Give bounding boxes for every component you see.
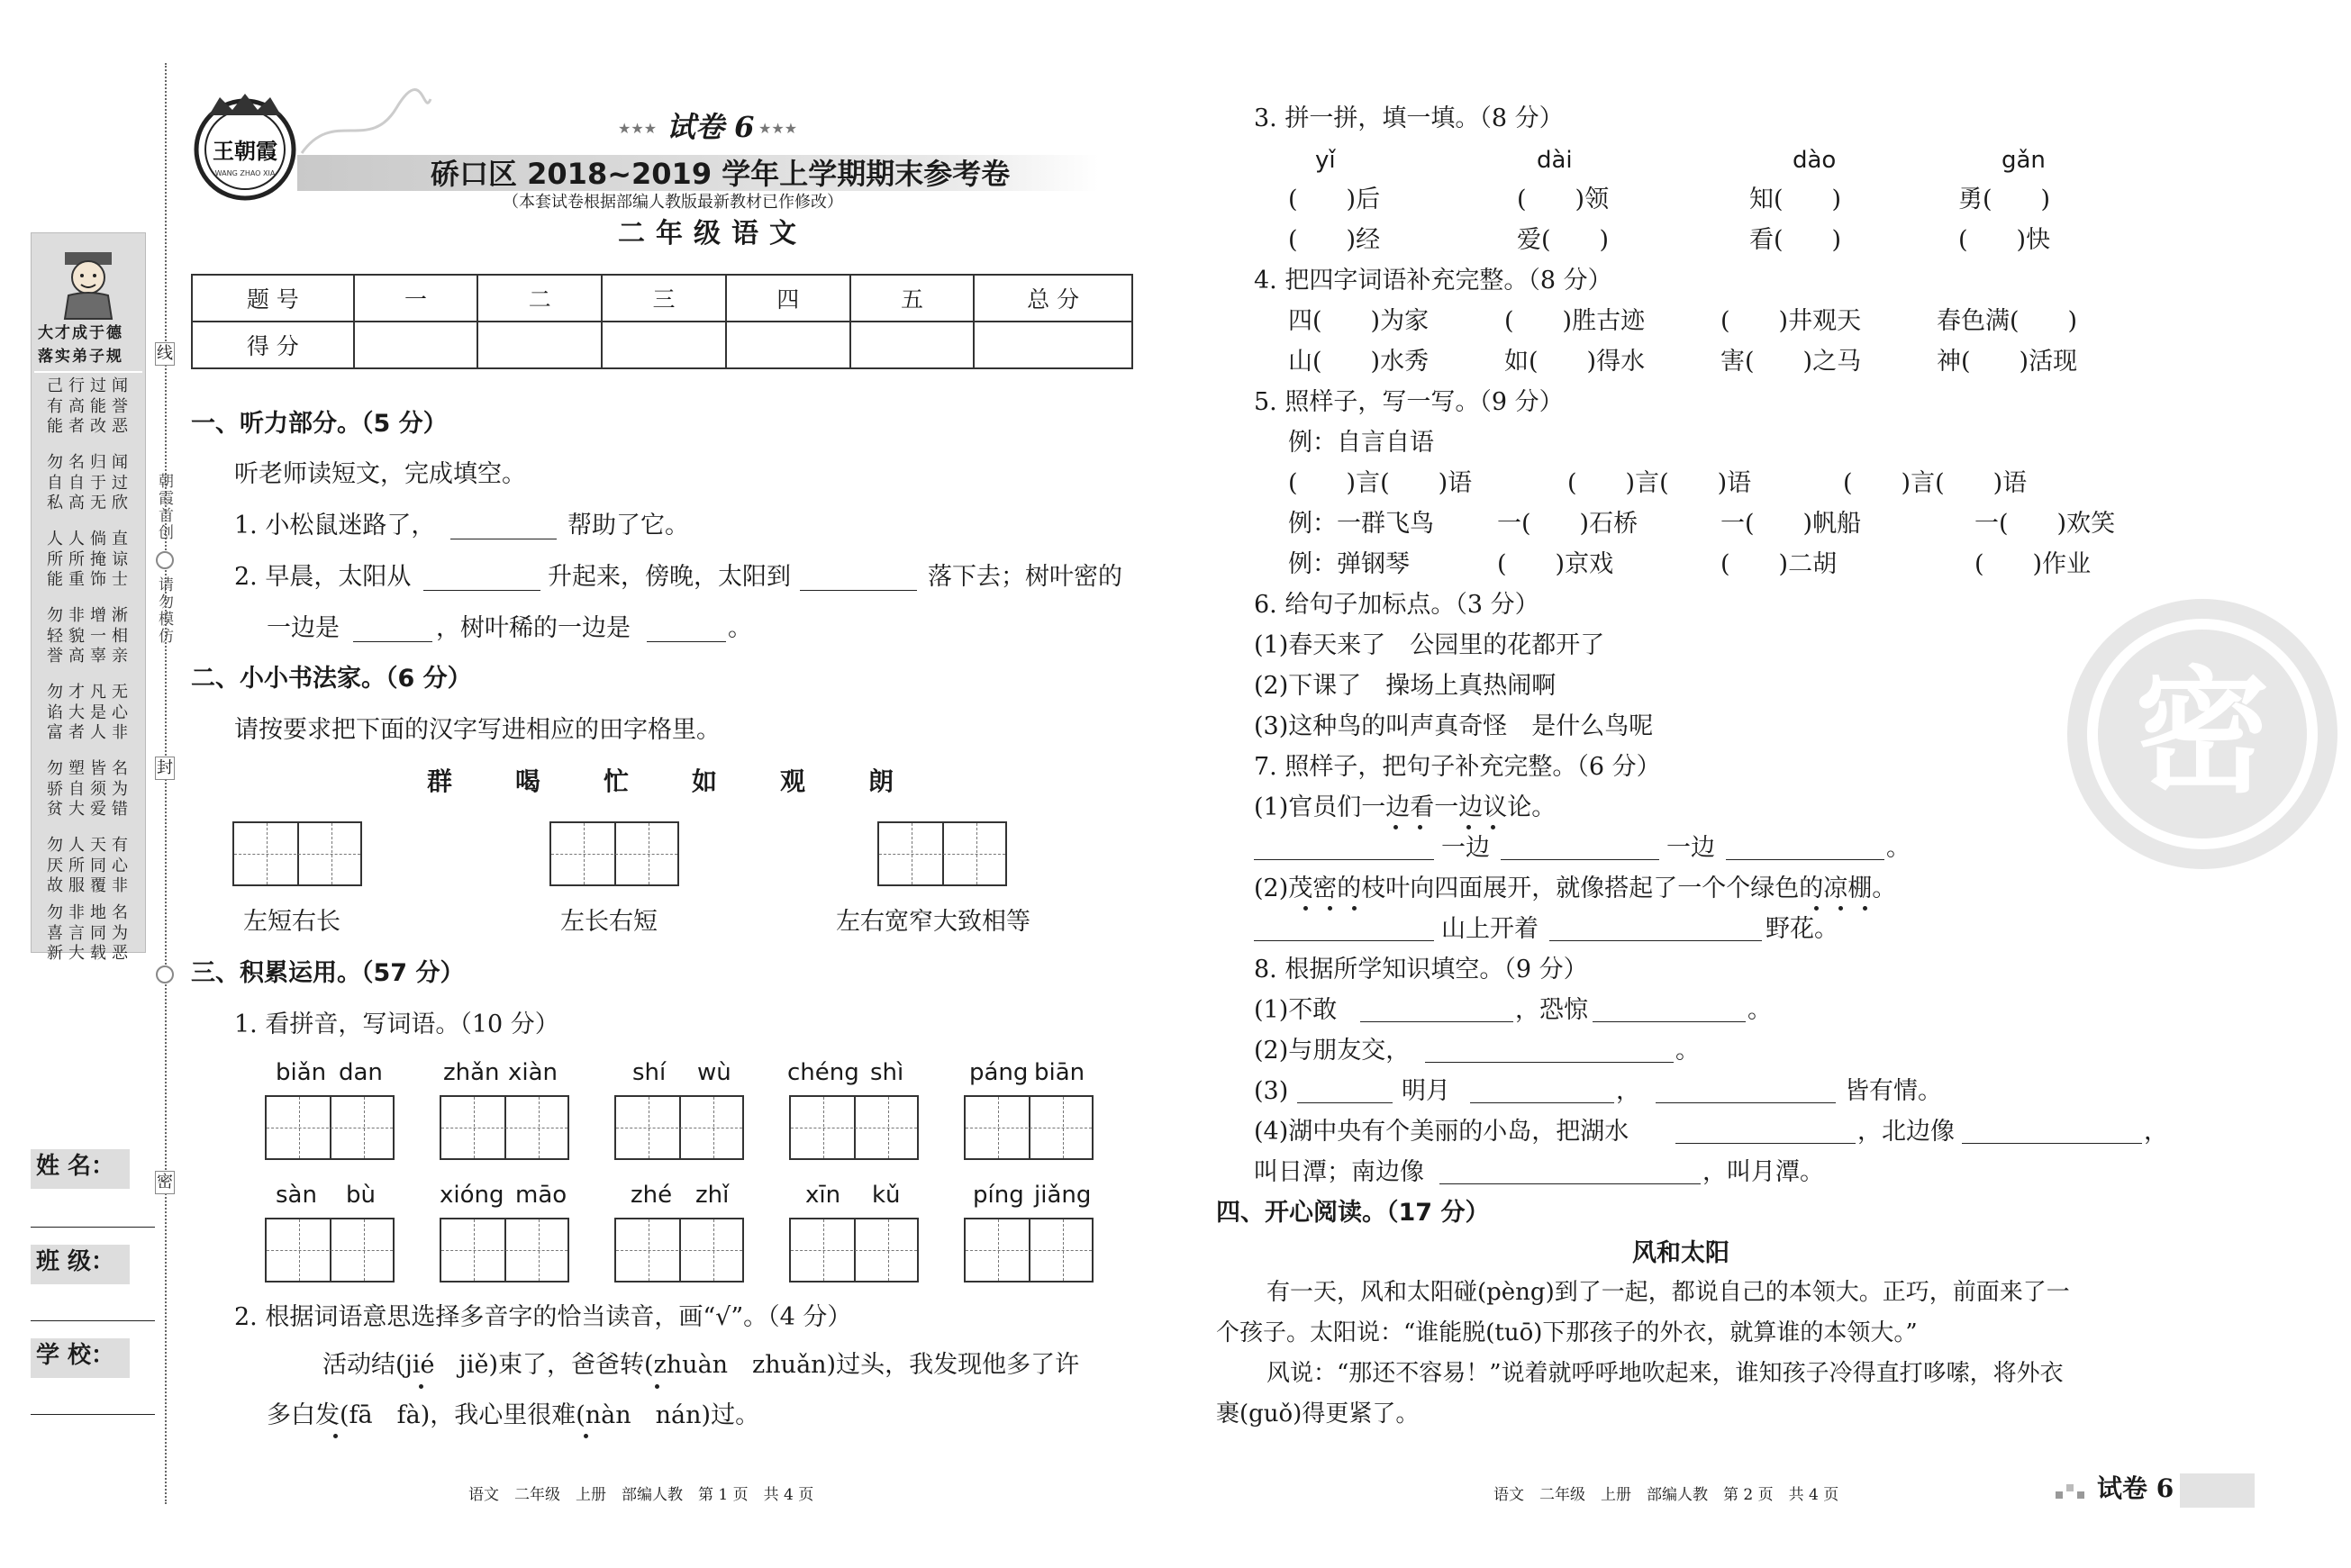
score-row-label: 得 分 [192, 322, 354, 368]
story-line: 有一天，风和太阳碰(pèng)到了一起，都说自己的本领大。正巧，前面来了一 [1266, 1279, 2070, 1306]
q3-item: 爱( ) [1517, 226, 1610, 254]
q8-text: 皆有情。 [1845, 1077, 1942, 1105]
motto-bottom: 落实弟子规 [38, 348, 123, 366]
emphasis-dot [584, 1434, 588, 1438]
q5-item: ( )二胡 [1720, 550, 1838, 578]
q8-text: ，叫月潭。 [1702, 1158, 1824, 1186]
pinyin-syllable: dan [339, 1059, 383, 1086]
part1-q2e: ，树叶稀的一边是 [436, 614, 631, 642]
q8-text: 。 [1747, 996, 1772, 1024]
q6-item: (2)下课了 操场上真热闹啊 [1254, 672, 1557, 700]
pinyin-syllable: chéng [787, 1059, 859, 1086]
part3-q1: 1. 看拼音，写词语。（10 分） [234, 1011, 559, 1038]
corner-label: 试卷 6 [2097, 1473, 2174, 1503]
part3-heading: 三、积累运用。（57 分） [191, 959, 465, 987]
part1-heading: 一、听力部分。（5 分） [191, 410, 448, 438]
q5-item: ( )言( )语 [1288, 469, 1473, 497]
q3-item: ( )快 [1958, 226, 2051, 254]
score-header: 题 号 [192, 275, 354, 322]
pinyin-syllable: páng [969, 1059, 1029, 1086]
motto-block: 勿名归闻 自自于过 私高无欣 [47, 453, 133, 512]
score-header: 五 [850, 275, 975, 322]
pinyin-syllable: píng [973, 1182, 1024, 1209]
pinyin-syllable: dài [1537, 147, 1573, 174]
grade-subject: 二年级语文 [618, 218, 807, 249]
q7-title: 7. 照样子，把句子补充完整。（6 分） [1254, 753, 1661, 781]
part3-q2-line2: 多白发(fā fà)，我心里很难(nàn nán)过。 [267, 1401, 760, 1429]
school-label: 学 校： [36, 1342, 115, 1369]
q5-item: ( )言( )语 [1843, 469, 2028, 497]
part1-q2c: 落下去；树叶密的 [928, 563, 1122, 591]
part1-q1b: 帮助了它。 [567, 512, 689, 539]
tianzige-grid[interactable] [964, 1218, 1094, 1282]
q7-example-2: (2)茂密的枝叶向四面展开，就像搭起了一个个绿色的凉棚。 [1254, 875, 1897, 902]
q6-title: 6. 给句子加标点。（3 分） [1254, 591, 1539, 619]
q8-text: (3) [1254, 1077, 1289, 1105]
calligraphy-char: 如 [692, 766, 718, 796]
confidential-seal [2054, 585, 2271, 874]
pinyin-syllable: xióng [440, 1182, 504, 1209]
q8-text: (1)不敢 [1254, 996, 1338, 1024]
class-label: 班 级： [36, 1248, 115, 1275]
calligraphy-char: 群 [427, 766, 453, 796]
q3-item: ( )领 [1517, 186, 1610, 213]
part1-intro: 听老师读短文，完成填空。 [234, 460, 526, 488]
q8-text: ， [2144, 1118, 2168, 1146]
q7-fill: 。 [1886, 834, 1911, 862]
calligraphy-char: 观 [780, 766, 806, 796]
q5-example: 例：一群飞鸟 [1288, 510, 1434, 538]
blank-field[interactable] [1656, 1102, 1836, 1103]
q3-item: ( )后 [1288, 186, 1381, 213]
q7-fill: 一边 [1441, 834, 1490, 862]
q3-title: 3. 拼一拼，填一填。（8 分） [1254, 104, 1564, 132]
binding-hole-2 [156, 965, 174, 983]
score-header: 三 [602, 275, 726, 322]
binding-mark-2: 封 [155, 757, 175, 780]
q8-text: 明月 [1402, 1077, 1450, 1105]
part2-intro: 请按要求把下面的汉字写进相应的田字格里。 [234, 716, 721, 744]
emphasis-dot [1352, 906, 1357, 911]
q7-fill: 一边 [1666, 834, 1715, 862]
emphasis-dot [1814, 906, 1819, 911]
q8-text: ，恐惊 [1515, 996, 1588, 1024]
blank-field[interactable] [1439, 1183, 1701, 1184]
calligraphy-caption: 左右宽窄大致相等 [836, 908, 1030, 936]
corner-bar [2180, 1473, 2255, 1508]
pinyin-syllable: kǔ [872, 1182, 901, 1209]
part4-heading: 四、开心阅读。（17 分） [1216, 1199, 1490, 1227]
corner-pattern [2054, 1477, 2090, 1504]
q8-text: (2)与朋友交， [1254, 1037, 1411, 1065]
q5-item: 一( )欢笑 [1974, 510, 2116, 538]
name-label: 姓 名： [36, 1153, 115, 1180]
calligraphy-char: 喝 [515, 766, 541, 796]
motto-block: 勿才凡无 谄大是心 富者人非 [47, 683, 133, 742]
pinyin-syllable: biǎn [276, 1059, 327, 1086]
tianzige-grid[interactable] [232, 821, 362, 886]
blank-field[interactable] [1297, 1102, 1393, 1103]
calligraphy-caption: 左长右短 [560, 908, 658, 936]
blank-field[interactable] [1425, 1062, 1674, 1063]
binding-mark-3: 密 [155, 1171, 175, 1194]
class-field[interactable] [31, 1320, 155, 1321]
blank-field[interactable] [1360, 1021, 1513, 1022]
blank-field[interactable] [1254, 859, 1434, 860]
q5-item: ( )京戏 [1497, 550, 1614, 578]
motto-block: 勿非地名 喜言同为 新大载恶 [47, 903, 133, 963]
motto-top: 大才成于德 [38, 324, 123, 342]
part1-q2a: 2. 早晨，太阳从 [234, 563, 412, 591]
binding-mark-1: 线 [155, 342, 175, 366]
calligraphy-char: 朗 [868, 766, 894, 796]
score-header: 二 [477, 275, 602, 322]
svg-text:WANG ZHAO XIA: WANG ZHAO XIA [214, 169, 276, 177]
blank-field[interactable] [1549, 940, 1762, 941]
q8-text: 叫日潭；南边像 [1254, 1158, 1424, 1186]
name-field[interactable] [31, 1227, 155, 1228]
part3-q2-line1: 活动结(jié jiě)束了，爸爸转(zhuàn zhuǎn)过头，我发现他多了许 [322, 1351, 1080, 1379]
blank-field[interactable] [1470, 1102, 1614, 1103]
blank-field[interactable] [1254, 940, 1434, 941]
part1-q2b: 升起来，傍晚，太阳到 [548, 563, 791, 591]
q7-fill: 山上开着 [1441, 915, 1539, 943]
tianzige-grid[interactable] [440, 1218, 569, 1282]
tianzige-grid[interactable] [877, 821, 1007, 886]
exam-label: 试卷 6 [667, 110, 755, 144]
q4-item: ( )胜古迹 [1504, 307, 1646, 335]
score-table [191, 274, 1133, 369]
blank-field[interactable] [1726, 859, 1884, 860]
pinyin-syllable: zhǐ [695, 1182, 730, 1209]
pinyin-syllable: biān [1034, 1059, 1085, 1086]
part2-heading: 二、小小书法家。（6 分） [191, 665, 472, 693]
calligraphy-caption: 左短右长 [243, 908, 340, 936]
tianzige-grid[interactable] [614, 1218, 744, 1282]
emphasis-dot [1328, 906, 1332, 911]
q4-item: ( )井观天 [1720, 307, 1862, 335]
exam-subtitle: （本套试卷根据部编人教版最新教材已作修改） [503, 193, 843, 212]
pinyin-syllable: shí [632, 1059, 667, 1086]
emphasis-dot [1303, 906, 1308, 911]
q5-item: 一( )帆船 [1720, 510, 1862, 538]
pinyin-syllable: bù [346, 1182, 376, 1209]
blank-field[interactable] [353, 641, 432, 642]
emphasis-dot [1491, 825, 1495, 829]
q5-title: 5. 照样子，写一写。（9 分） [1254, 388, 1564, 416]
motto-block: 己行过闻 有高能誉 能者改恶 [47, 376, 133, 436]
binding-note: 请勿模仿 [155, 576, 173, 645]
q5-item: 一( )石桥 [1497, 510, 1638, 538]
q8-title: 8. 根据所学知识填空。（9 分） [1254, 956, 1588, 983]
motto-panel-divider [34, 371, 142, 373]
motto-block: 勿非增淅 轻貌一相 誉高辜亲 [47, 606, 133, 666]
pinyin-syllable: dào [1793, 147, 1837, 174]
q5-example: 例：弹钢琴 [1288, 550, 1410, 578]
blank-field[interactable] [423, 590, 540, 591]
emphasis-dot [655, 1384, 659, 1389]
footer-left: 语文 二年级 上册 部编人教 第 1 页 共 4 页 [468, 1486, 814, 1504]
pinyin-syllable: xiàn [508, 1059, 558, 1086]
pinyin-syllable: yǐ [1315, 147, 1336, 174]
blank-field[interactable] [1501, 859, 1659, 860]
binding-hole-1 [156, 551, 174, 569]
q3-item: 勇( ) [1958, 186, 2051, 213]
story-line: 裹(guǒ)得更紧了。 [1216, 1400, 1420, 1428]
stars-right: ★★★ [758, 120, 798, 137]
tianzige-grid[interactable] [265, 1095, 395, 1160]
pinyin-syllable: wù [697, 1059, 731, 1086]
emphasis-dot [333, 1434, 338, 1438]
q5-item: ( )言( )语 [1567, 469, 1752, 497]
blank-field[interactable] [1962, 1143, 2142, 1144]
blank-field[interactable] [1675, 1143, 1856, 1144]
tianzige-grid[interactable] [265, 1218, 395, 1282]
q6-item: (1)春天来了 公园里的花都开了 [1254, 631, 1605, 659]
emphasis-dot [1838, 906, 1843, 911]
tianzige-grid[interactable] [614, 1095, 744, 1160]
emphasis-dot [1393, 825, 1398, 829]
blank-field[interactable] [800, 590, 917, 591]
q7-fill: 野花。 [1766, 915, 1838, 943]
calligraphy-char: 忙 [604, 766, 630, 796]
ribbon-swirl [297, 90, 432, 162]
part1-q2f: 。 [728, 614, 752, 642]
part1-q2d: 一边是 [267, 614, 340, 642]
q3-item: ( )经 [1288, 226, 1381, 254]
blank-field[interactable] [647, 641, 726, 642]
q6-item: (3)这种鸟的叫声真奇怪 是什么鸟呢 [1254, 712, 1654, 740]
motto-block: 人人倘直 所所掩谅 能重饰士 [47, 530, 133, 589]
q4-item: 害( )之马 [1720, 348, 1862, 376]
q5-example: 例：自言自语 [1288, 429, 1434, 457]
pinyin-syllable: zhé [631, 1182, 673, 1209]
pinyin-syllable: gǎn [2002, 147, 2046, 174]
binding-note-brand: 朝霞首创 [155, 473, 173, 541]
score-header: 总 分 [974, 275, 1132, 322]
pinyin-syllable: māo [515, 1182, 567, 1209]
q3-item: 看( ) [1749, 226, 1842, 254]
score-cell[interactable] [602, 322, 726, 368]
score-cell[interactable] [354, 322, 478, 368]
q4-title: 4. 把四字词语补充完整。（8 分） [1254, 267, 1612, 295]
blank-field[interactable] [1593, 1021, 1746, 1022]
q8-text: ， [1616, 1077, 1640, 1105]
story-title: 风和太阳 [1632, 1239, 1729, 1267]
q8-text: (4)湖中央有个美丽的小岛，把湖水 [1254, 1118, 1629, 1146]
q4-item: 四( )为家 [1288, 307, 1430, 335]
exam-title: 硚口区 2018~2019 学年上学期期末参考卷 [431, 157, 1011, 191]
emphasis-dot [1863, 906, 1867, 911]
score-cell[interactable] [726, 322, 850, 368]
score-header: 一 [354, 275, 478, 322]
tianzige-grid[interactable] [789, 1095, 919, 1160]
tianzige-grid[interactable] [440, 1095, 569, 1160]
pinyin-syllable: xīn [805, 1182, 841, 1209]
motto-block: 勿人天有 厌所同心 故服覆非 [47, 836, 133, 895]
footer-right: 语文 二年级 上册 部编人教 第 2 页 共 4 页 [1493, 1486, 1839, 1504]
q4-item: 春色满( ) [1937, 307, 2078, 335]
story-line: 个孩子。太阳说：“谁能脱(tuō)下那孩子的外衣，就算谁的本领大。” [1216, 1319, 1918, 1346]
svg-text:密: 密 [2134, 655, 2271, 811]
score-header: 四 [726, 275, 850, 322]
emphasis-dot [419, 1384, 423, 1389]
emphasis-dot [1418, 825, 1422, 829]
brand-logo [189, 90, 302, 203]
pinyin-syllable: sàn [276, 1182, 317, 1209]
q5-item: ( )作业 [1974, 550, 2092, 578]
part3-q2: 2. 根据词语意思选择多音字的恰当读音，画“√”。（4 分） [234, 1303, 852, 1331]
motto-block: 勿塑皆名 骄自须为 贫大爱错 [47, 759, 133, 819]
q7-example-1: (1)官员们一边看一边议论。 [1254, 793, 1557, 821]
tianzige-grid[interactable] [964, 1095, 1094, 1160]
q4-item: 如( )得水 [1504, 348, 1646, 376]
score-cell[interactable] [974, 322, 1132, 368]
tianzige-grid[interactable] [549, 821, 679, 886]
svg-text:王朝霞: 王朝霞 [213, 138, 277, 164]
tianzige-grid[interactable] [789, 1218, 919, 1282]
q8-text: ，北边像 [1857, 1118, 1955, 1146]
scholar-cartoon-icon [52, 241, 124, 321]
part1-q1a: 1. 小松鼠迷路了， [234, 512, 436, 539]
stars-left: ★★★ [618, 120, 658, 137]
score-cell[interactable] [477, 322, 602, 368]
pinyin-syllable: zhǎn [443, 1059, 500, 1086]
story-line: 风说：“那还不容易！”说着就呼呼地吹起来，谁知孩子冷得直打哆嗦，将外衣 [1266, 1360, 2064, 1387]
binding-line [165, 63, 167, 1504]
emphasis-dot [1466, 825, 1471, 829]
score-cell[interactable] [850, 322, 975, 368]
q8-text: 。 [1675, 1037, 1700, 1065]
pinyin-syllable: shì [870, 1059, 904, 1086]
pinyin-syllable: jiǎng [1034, 1182, 1092, 1209]
school-field[interactable] [31, 1414, 155, 1415]
q4-item: 神( )活现 [1937, 348, 2078, 376]
q3-item: 知( ) [1749, 186, 1842, 213]
q4-item: 山( )水秀 [1288, 348, 1430, 376]
